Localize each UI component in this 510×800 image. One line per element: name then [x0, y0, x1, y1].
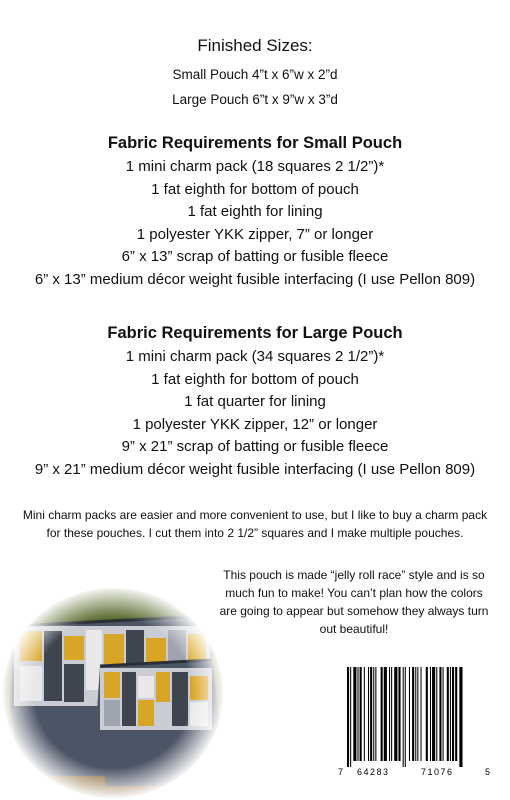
barcode-bar [358, 667, 359, 761]
barcode-check-digit: 5 [485, 767, 491, 777]
barcode-bar [347, 667, 349, 767]
barcode-bar [353, 667, 356, 761]
large-pouch-size: Large Pouch 6”t x 9”w x 3”d [172, 92, 338, 107]
finished-sizes-section [0, 36, 510, 112]
barcode-bar [436, 667, 437, 761]
barcode-bar [364, 667, 365, 761]
small-req-item: 1 polyester YKK zipper, 7” or longer [136, 225, 374, 243]
barcode-bar [405, 667, 406, 767]
barcode-bar [398, 667, 400, 761]
barcode-bar [368, 667, 369, 761]
large-req-item: 1 fat quarter for lining [184, 393, 326, 410]
barcode-bar [381, 667, 383, 761]
barcode-bar [447, 667, 449, 761]
small-req-item: 6” x 13” medium décor weight fusible interfacing (I use Pellon 809) [34, 270, 476, 288]
pouch-photo [0, 586, 226, 800]
finished-sizes-heading: Finished Sizes: [197, 36, 313, 55]
small-req-item: 1 mini charm pack (18 squares 2 1/2”)* [125, 158, 385, 175]
barcode-bar [350, 667, 351, 767]
barcode-lead-digit: 7 [338, 767, 344, 777]
barcode-bars [335, 665, 495, 780]
barcode-bar [412, 667, 414, 761]
small-pouch-size: Small Pouch 4”t x 6”w x 2”d [172, 67, 338, 82]
barcode-right-group: 71076 [421, 767, 454, 777]
barcode-bar [375, 667, 376, 761]
barcode-left-group: 64283 [357, 767, 390, 777]
large-requirements-title: Fabric Requirements for Large Pouch [107, 324, 403, 342]
barcode-bar [384, 667, 387, 761]
barcode-bar [409, 667, 410, 761]
small-req-item: 1 fat eighth for lining [187, 203, 323, 220]
large-req-item: 1 mini charm pack (34 squares 2 1/2”)* [125, 348, 385, 365]
barcode-bar [443, 667, 444, 761]
barcode-bar [360, 667, 362, 761]
charm-pack-note: Mini charm packs are easier and more convenient to use, but I like to buy a charm pack for these pouches. I cut them into 2 1/2” squares and I make multiple pouches. [22, 508, 488, 540]
large-req-item: 1 polyester YKK zipper, 12” or longer [132, 415, 378, 433]
large-req-item: 1 fat eighth for bottom of pouch [151, 370, 359, 388]
barcode-bar [417, 667, 418, 761]
large-req-item: 9” x 21” scrap of batting or fusible fleece [121, 438, 389, 455]
barcode-bar [459, 667, 462, 767]
barcode-bar [421, 667, 422, 761]
barcode-bar [455, 667, 457, 761]
small-req-item: 6” x 13” scrap of batting or fusible fleece [121, 248, 389, 265]
barcode-bar [430, 667, 431, 761]
barcode-bar [415, 667, 416, 761]
barcode-bar [389, 667, 390, 761]
small-requirements-title: Fabric Requirements for Small Pouch [107, 134, 403, 152]
barcode-bar [439, 667, 441, 761]
large-pouch-requirements [0, 322, 510, 481]
barcode-bar [426, 667, 428, 761]
barcode-bar [370, 667, 372, 761]
barcode-bar [450, 667, 451, 761]
small-req-item: 1 fat eighth for bottom of pouch [151, 180, 359, 198]
barcode [335, 665, 495, 780]
barcode-bar [432, 667, 435, 761]
small-pouch-requirements [0, 132, 510, 291]
barcode-bar [391, 667, 392, 761]
barcode-bar [452, 667, 454, 761]
barcode-bar [373, 667, 374, 761]
large-req-item: 9” x 21” medium décor weight fusible interfacing (I use Pellon 809) [34, 460, 476, 478]
jelly-roll-note: This pouch is made “jelly roll race” style and is so much fun to make! You can’t plan how the colors are going to appear but somehow they always turn out beautiful! [219, 568, 489, 636]
barcode-bar [403, 667, 404, 767]
barcode-bar [394, 667, 397, 761]
